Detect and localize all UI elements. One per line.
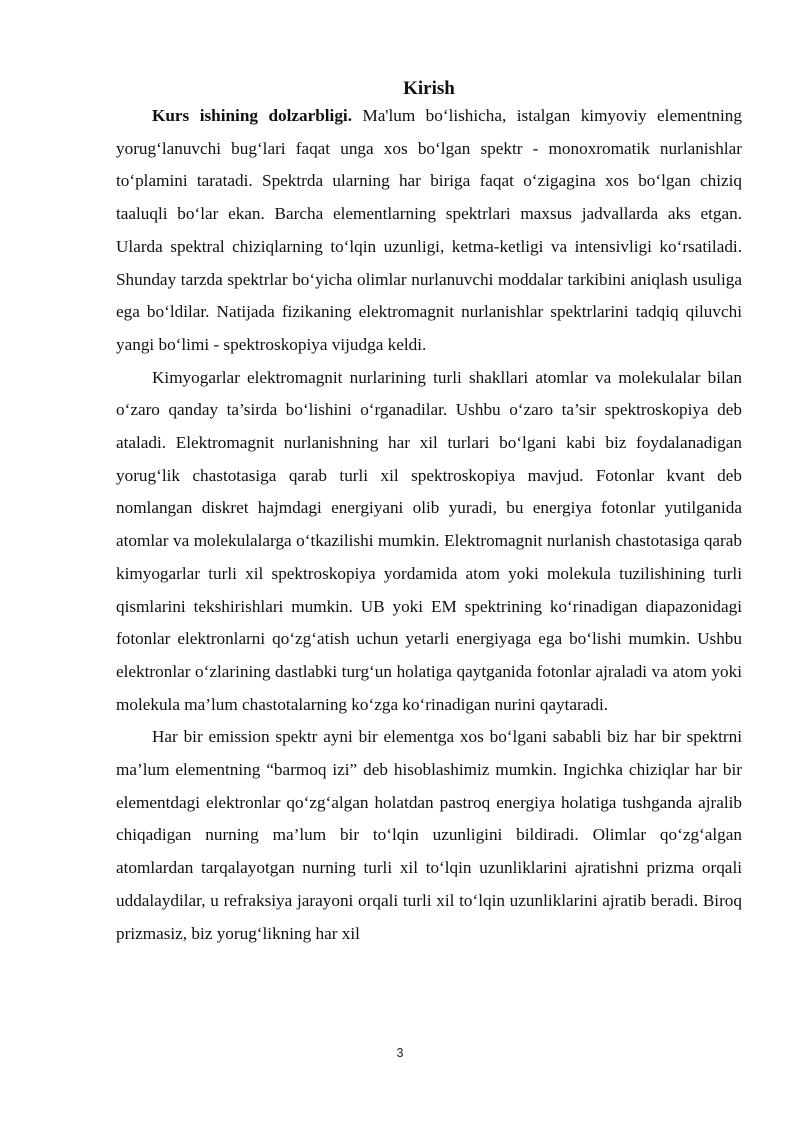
page-number: 3 <box>396 1046 404 1060</box>
paragraph-spectroscopy <box>116 362 742 722</box>
paragraph-emission <box>116 721 742 950</box>
paragraph-text: Har bir emission spektr ayni bir elementga xos bo‘lgani sababli biz har bir spektrni ma’lum elementning “barmoq izi” deb hisoblashimiz mumkin. Ingichka chiziqlar har bir elementdagi elektronlar qo‘zg‘algan holatdan pastroq energiya holatiga tushganda ajralib chiqadigan nurning ma’lum bir to‘lqin uzunligini bildiradi. Olimlar qo‘zg‘algan atomlardan tarqalayotgan nurning turli xil to‘lqin uzunliklarini ajratishni prizma orqali uddalaydilar, u refraksiya jarayoni orqali turli xil to‘lqin uzunliklarini ajratib beradi. Biroq prizmasiz, biz yorug‘likning har xil <box>116 727 742 943</box>
page-title: Kirish <box>403 78 455 99</box>
paragraph-relevance <box>116 100 742 362</box>
document-body <box>116 74 742 950</box>
paragraph-text: Ma'lum bo‘lishicha, istalgan kimyoviy elementning yorug‘lanuvchi bug‘lari faqat unga xos bo‘lgan spektr - monoxromatik nurlanishlar to‘plamini taratadi. Spektrda ularning har biriga faqat o‘zigagina xos bo‘lgan chiziq taaluqli bo‘lar ekan. Barcha elementlarning spektrlari maxsus jadvallarda aks etgan. Ularda spektral chiziqlarning to‘lqin uzunligi, ketma-ketligi va intensivligi ko‘rsatiladi. Shunday tarzda spektrlar bo‘yicha olimlar nurlanuvchi moddalar tarkibini aniqlash usuliga ega bo‘ldilar. Natijada fizikaning elektromagnit nurlanishlar spektrlarini tadqiq qiluvchi yangi bo‘limi - spektroskopiya vijudga keldi. <box>116 106 742 354</box>
paragraph-lead: Kurs ishining dolzarbligi. <box>152 106 352 125</box>
paragraph-text: Kimyogarlar elektromagnit nurlarining turli shakllari atomlar va molekulalar bilan o‘zaro qanday ta’sirda bo‘lishini o‘rganadilar. Ushbu o‘zaro ta’sir spektroskopiya deb ataladi. Elektromagnit nurlanishning har xil turlari bo‘lgani kabi biz foydalanadigan yorug‘lik chastotasiga qarab turli xil spektroskopiya mavjud. Fotonlar kvant deb nomlangan diskret hajmdagi energiyani olib yuradi, bu energiya fotonlar yutilganida atomlar va molekulalarga o‘tkazilishi mumkin. Elektromagnit nurlanish chastotasiga qarab kimyogarlar turli xil spektroskopiya yordamida atom yoki molekula tuzilishining turli qismlarini tekshirishlari mumkin. UB yoki EM spektrining ko‘rinadigan diapazonidagi fotonlar elektronlarni qo‘zg‘atish uchun yetarli energiyaga ega bo‘lishi mumkin. Ushbu elektronlar o‘zlarining dastlabki turg‘un holatiga qaytganida fotonlar ajraladi va atom yoki molekula ma’lum chastotalarning ko‘zga ko‘rinadigan nurini qaytaradi. <box>116 367 742 714</box>
